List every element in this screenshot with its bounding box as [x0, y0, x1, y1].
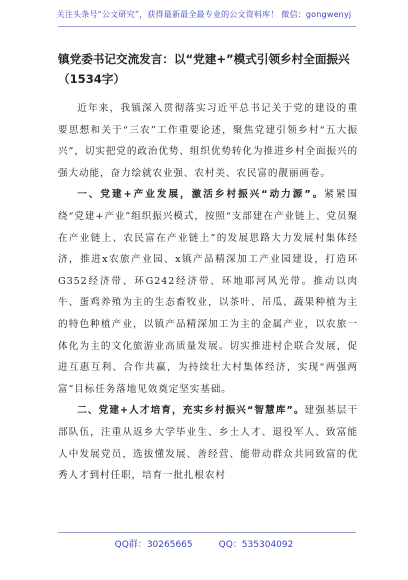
section-2-heading: 二、党建+人才培育，充实乡村振兴“智慧库”。 [77, 405, 305, 417]
document-title: 镇党委书记交流发言：以“党建+”模式引领乡村全面振兴 [58, 52, 350, 66]
intro-paragraph: 近年来，我镇深入贯彻落实习近平总书记关于党的建设的重要思想和关于“三农”工作重要论述，聚焦党建引领乡村“五大振兴”，切实把党的政治优势、组织优势转化为推进乡村全面振兴的强大动能，奋力绘就农业强、农村美、农民富的靓丽画卷。 [58, 103, 358, 179]
section-1-heading: 一、党建+产业发展，激活乡村振兴“动力源”。 [77, 189, 325, 201]
word-count: （1534字） [58, 72, 126, 86]
section-1-paragraph [58, 184, 358, 400]
section-2-text: 建强基层干部队伍，注重从返乡大学毕业生、乡土人才、退役军人、致富能人中发展党员，选拔懂发展、善经营、能带动群众共同致富的优秀人才到村任职，培育一批扎根农村 [58, 405, 359, 482]
footer-divider [58, 532, 356, 533]
header-divider [58, 26, 356, 27]
footer-qq-group: QQ群：30265665 [114, 540, 193, 550]
section-2-paragraph [58, 400, 358, 486]
footer-qq: QQ：535304092 [218, 540, 294, 550]
section-1-text: 紧紧围绕“党建+产业”组织振兴模式，按照“支部建在产业链上、党员聚在产业链上、农民富在产业链上”的发展思路大力发展村集体经济，推进x农旅产业园、x镇产品精深加工产业园建设，打造环G352经济带、环G242经济带、环地耶河风光带。推动以肉牛、蛋鸡养殖为主的生态畜牧业，以茶叶、吊瓜、蔬果种植为主的特色种植产业，以镇产品精深加工为主的金属产业，以农旅一体化为主的文化旅游业高质量发展。切实推进村企联合发展，促进互惠互利、合作共赢，为持续壮大村集体经济，实现“两强两富”目标任务落地见效奠定坚实基础。 [58, 189, 358, 395]
header-banner: 关注头条号“公文研究”，获得最新最全最专业的公文资料库！ 微信：gongwenyj [56, 10, 352, 19]
footer [0, 537, 408, 550]
document-body [58, 98, 358, 487]
